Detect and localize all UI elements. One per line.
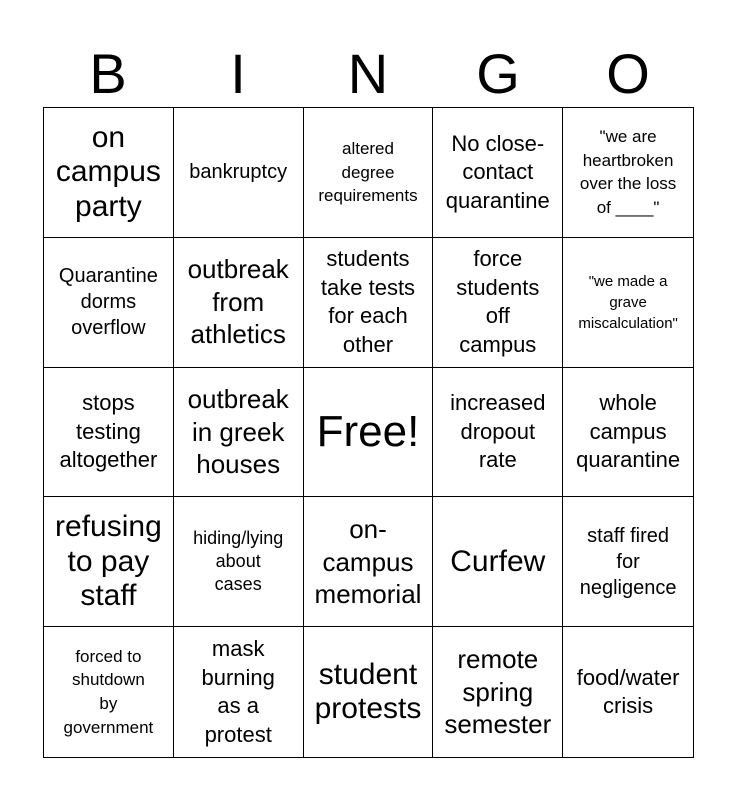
bingo-cell-text: "we are heartbroken over the loss of ____" (579, 126, 677, 218)
bingo-cell-r2-c0[interactable] (44, 368, 174, 498)
bingo-cell-r1-c4[interactable] (563, 238, 693, 368)
bingo-cell-text: increased dropout rate (450, 390, 546, 473)
bingo-cell-text: hiding/lying about cases (193, 527, 284, 595)
bingo-cell-r0-c4[interactable] (563, 108, 693, 238)
bingo-cell-text: Free! (316, 406, 420, 456)
bingo-cell-text: students take tests for each other (320, 246, 416, 357)
bingo-cell-text: outbreak in greek houses (187, 384, 289, 480)
bingo-cell-text: student protests (314, 657, 422, 726)
bingo-cell-r0-c1[interactable] (174, 108, 304, 238)
bingo-cell-text: stops testing altogether (59, 390, 158, 473)
bingo-cell-r4-c3[interactable] (433, 627, 563, 757)
bingo-cell-r0-c0[interactable] (44, 108, 174, 238)
bingo-cell-text: "we made a grave miscalculation" (578, 272, 678, 332)
bingo-cell-text: bankruptcy (189, 161, 288, 184)
bingo-cell-r0-c2[interactable] (304, 108, 434, 238)
bingo-cell-r1-c1[interactable] (174, 238, 304, 368)
bingo-cell-r3-c2[interactable] (304, 497, 434, 627)
bingo-cell-text: whole campus quarantine (576, 390, 681, 473)
bingo-header (43, 44, 693, 104)
bingo-cell-r1-c3[interactable] (433, 238, 563, 368)
bingo-cell-text: refusing to pay staff (55, 510, 162, 613)
bingo-cell-r4-c2[interactable] (304, 627, 434, 757)
bingo-board (43, 107, 694, 758)
bingo-cell-r2-c4[interactable] (563, 368, 693, 498)
bingo-cell-r4-c1[interactable] (174, 627, 304, 757)
header-letter-n: N (347, 42, 389, 105)
bingo-cell-text: Quarantine dorms overflow (58, 265, 158, 340)
bingo-cell-text: outbreak from athletics (187, 254, 289, 350)
header-letter-o: O (606, 42, 650, 105)
bingo-cell-r1-c2[interactable] (304, 238, 434, 368)
bingo-cell-text: staff fired for negligence (579, 524, 677, 599)
header-letter-i: I (230, 42, 246, 105)
bingo-cell-text: on campus party (55, 120, 161, 223)
bingo-cell-text: mask burning as a protest (201, 635, 275, 747)
bingo-cell-r4-c4[interactable] (563, 627, 693, 757)
bingo-cell-r2-c1[interactable] (174, 368, 304, 498)
bingo-cell-text: Curfew (450, 544, 546, 578)
bingo-cell-text: food/water crisis (576, 664, 680, 719)
bingo-cell-text: remote spring semester (444, 644, 552, 740)
free-space-cell[interactable] (304, 368, 434, 498)
bingo-cell-text: forced to shutdown by government (63, 646, 154, 737)
bingo-cell-r2-c3[interactable] (433, 368, 563, 498)
bingo-cell-r3-c3[interactable] (433, 497, 563, 627)
bingo-cell-text: No close- contact quarantine (445, 130, 550, 213)
header-letter-b: B (89, 42, 127, 105)
bingo-cell-r3-c1[interactable] (174, 497, 304, 627)
bingo-cell-r4-c0[interactable] (44, 627, 174, 757)
bingo-cell-r3-c4[interactable] (563, 497, 693, 627)
bingo-cell-text: altered degree requirements (318, 138, 418, 206)
bingo-cell-text: on- campus memorial (314, 514, 422, 610)
bingo-cell-r0-c3[interactable] (433, 108, 563, 238)
bingo-cell-r1-c0[interactable] (44, 238, 174, 368)
bingo-cell-r3-c0[interactable] (44, 497, 174, 627)
header-letter-g: G (476, 42, 520, 105)
bingo-cell-text: force students off campus (456, 246, 540, 357)
